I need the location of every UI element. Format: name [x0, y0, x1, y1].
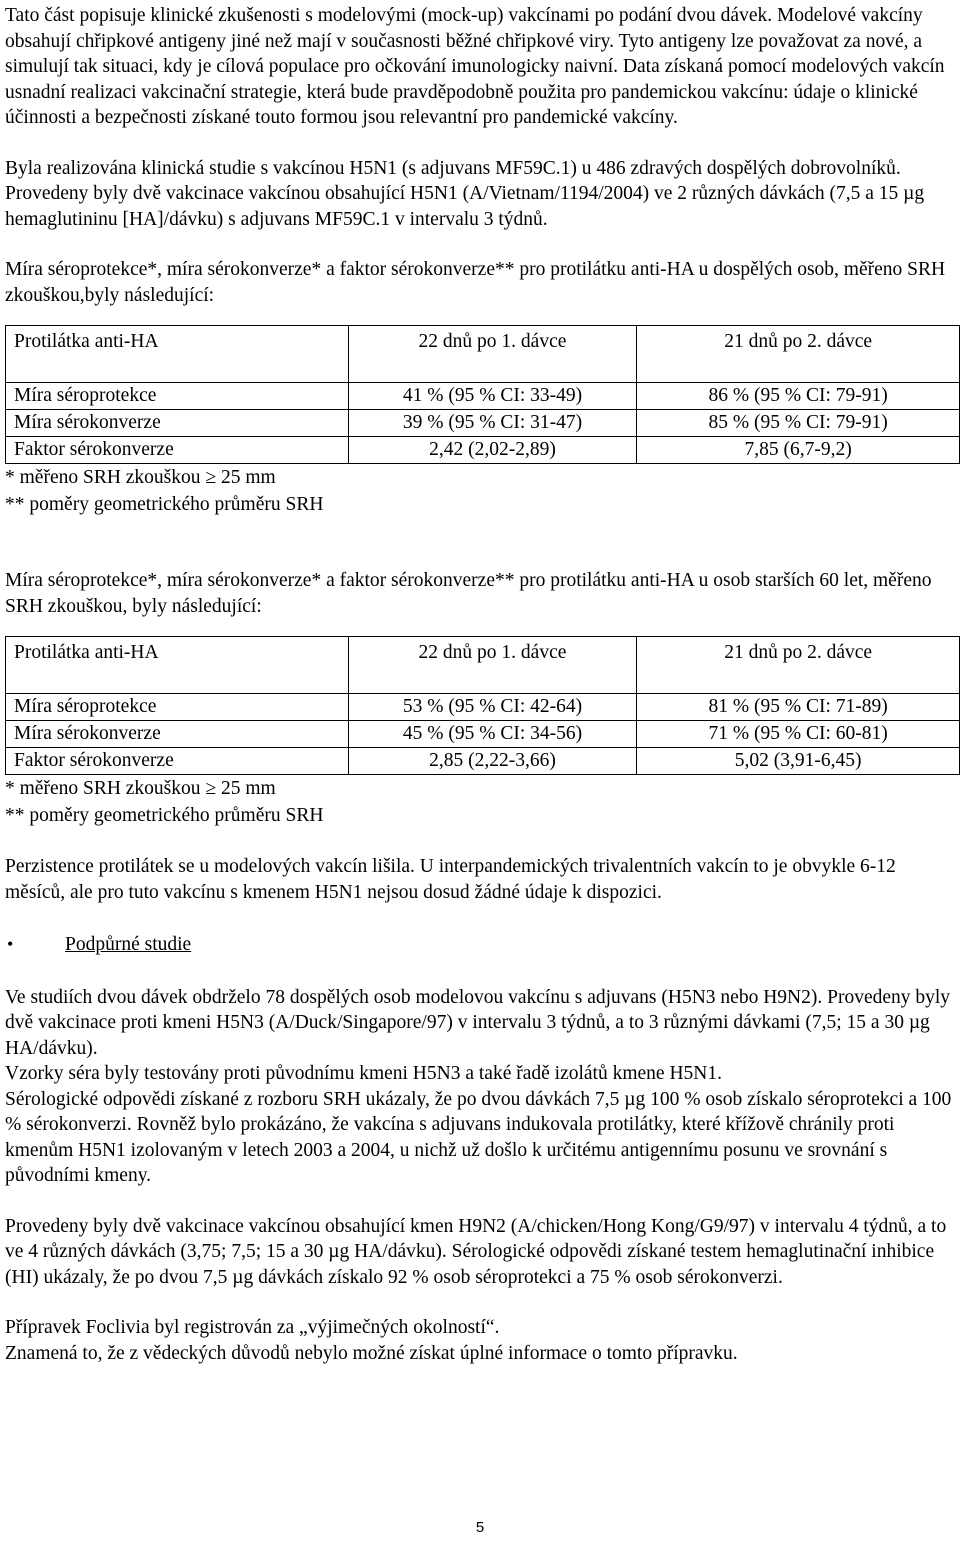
footnote-gmr: ** poměry geometrického průměru SRH: [5, 805, 324, 826]
bullet-icon: •: [7, 934, 14, 954]
table-cell: 71 % (95 % CI: 60-81): [637, 721, 960, 748]
table-row: [6, 383, 960, 410]
table-cell: 2,42 (2,02-2,89): [348, 437, 637, 464]
elderly-results-heading: Míra séroprotekce*, míra sérokonverze* a faktor sérokonverze** pro protilátku anti-HA u osob starších 60 let, měřeno SRH zkouškou, byly následující:: [5, 570, 932, 617]
supporting-studies-heading: [5, 932, 955, 958]
header-cell: 22 dnů po 1. dávce: [348, 637, 637, 694]
table-cell: 41 % (95 % CI: 33-49): [348, 383, 637, 410]
table-cell: 45 % (95 % CI: 34-56): [348, 721, 637, 748]
closing-line-2: Znamená to, že z vědeckých důvodů nebylo možné získat úplné informace o tomto přípravku.: [5, 1342, 738, 1364]
study-paragraph: Byla realizována klinická studie s vakcínou H5N1 (s adjuvans MF59C.1) u 486 zdravých dospělých dobrovolníků. Provedeny byly dvě vakcinace vakcínou obsahující H5N1 (A/Vietnam/1194/2004) ve 2 různých dávkách (7,5 a 15 µg hemaglutininu [HA]/dávku) s adjuvans MF59C.1 v intervalu 3 týdnů.: [5, 157, 925, 230]
document-page: [5, 3, 955, 1366]
table-cell: Míra séroprotekce: [6, 694, 349, 721]
intro-paragraph: Tato část popisuje klinické zkušenosti s modelovými (mock-up) vakcínami po podání dvou dávek. Modelové vakcíny obsahují chřipkové antigeny jiné než mají v současnosti běžné chřipkové viry. Tyto antigeny lze považovat za nové, a simulují tak situaci, kdy je cílová populace pro očkování imunologicky naivní. Data získaná pomocí modelových vakcín usnadní realizaci vakcinační strategie, která bude pravděpodobně použita pro pandemickou vakcínu: údaje o klinické účinnosti a bezpečnosti získané touto formou jsou relevantní pro pandemické vakcíny.: [5, 5, 945, 128]
h5n3-paragraph: Ve studiích dvou dávek obdrželo 78 dospělých osob modelovou vakcínu s adjuvans (H5N3 nebo H9N2). Provedeny byly dvě vakcinace proti kmeni H5N3 (A/Duck/Singapore/97) v intervalu 3 týdnů, a to 3 různými dávkami (7,5; 15 a 30 µg HA/dávku).: [5, 986, 951, 1059]
table-cell: 86 % (95 % CI: 79-91): [637, 383, 960, 410]
h5n3-results-paragraph: Sérologické odpovědi získané z rozboru SRH ukázaly, že po dvou dávkách 7,5 µg 100 % osob získalo séroprotekci a 100 % sérokonverzi. Rovněž bylo prokázáno, že vakcína s adjuvans indukovala protilátky, které křížově chránily proti kmenům H5N1 izolovaným v letech 2003 a 2004, u nichž už došlo k určitému antigennímu posunu ve srovnání s původními kmeny.: [5, 1088, 952, 1186]
adults-results-heading: Míra séroprotekce*, míra sérokonverze* a faktor sérokonverze** pro protilátku anti-HA u dospělých osob, měřeno SRH zkouškou,byly následující:: [5, 259, 946, 306]
table-cell: Míra sérokonverze: [6, 410, 349, 437]
section-title: Podpůrné studie: [65, 934, 192, 955]
table-cell: 2,85 (2,22-3,66): [348, 748, 637, 775]
table-cell: 39 % (95 % CI: 31-47): [348, 410, 637, 437]
footnote-srh: * měřeno SRH zkouškou ≥ 25 mm: [5, 467, 276, 488]
page-number: 5: [475, 1519, 485, 1536]
persistence-paragraph: Perzistence protilátek se u modelových vakcín lišila. U interpandemických trivalentních vakcín to je obvykle 6-12 měsíců, ale pro tuto vakcínu s kmenem H5N1 nejsou dosud žádné údaje k dispozici.: [5, 856, 896, 903]
table-row: [6, 721, 960, 748]
footnote-srh: * měřeno SRH zkouškou ≥ 25 mm: [5, 778, 276, 799]
header-cell: 22 dnů po 1. dávce: [348, 326, 637, 383]
table-header-row: [6, 637, 960, 694]
table-cell: Míra sérokonverze: [6, 721, 349, 748]
h9n2-paragraph: Provedeny byly dvě vakcinace vakcínou obsahující kmen H9N2 (A/chicken/Hong Kong/G9/97) v intervalu 4 týdnů, a to ve 4 různých dávkách (3,75; 7,5; 15 a 30 µg HA/dávku). Sérologické odpovědi získané testem hemaglutinační inhibice (HI) ukázaly, že po dvou 7,5 µg dávkách získalo 92 % osob séroprotekci a 75 % osob sérokonverzi.: [5, 1215, 947, 1288]
closing-line-1: Přípravek Foclivia byl registrován za „výjimečných okolností“.: [5, 1317, 500, 1338]
header-cell: Protilátka anti-HA: [6, 637, 349, 694]
table-row: [6, 437, 960, 464]
elderly-results-table: [5, 636, 960, 775]
adults-results-table: [5, 325, 960, 464]
footnote-gmr: ** poměry geometrického průměru SRH: [5, 494, 324, 515]
h5n3-sera-line: Vzorky séra byly testovány proti původnímu kmeni H5N3 a také řadě izolátů kmene H5N1.: [5, 1063, 722, 1084]
table-row: [6, 694, 960, 721]
table-cell: Faktor sérokonverze: [6, 748, 349, 775]
table-row: [6, 410, 960, 437]
header-cell: Protilátka anti-HA: [6, 326, 349, 383]
table-cell: 81 % (95 % CI: 71-89): [637, 694, 960, 721]
header-cell: 21 dnů po 2. dávce: [637, 326, 960, 383]
header-cell: 21 dnů po 2. dávce: [637, 637, 960, 694]
table-row: [6, 748, 960, 775]
table-cell: Faktor sérokonverze: [6, 437, 349, 464]
table-cell: 7,85 (6,7-9,2): [637, 437, 960, 464]
table-cell: 53 % (95 % CI: 42-64): [348, 694, 637, 721]
table-cell: 85 % (95 % CI: 79-91): [637, 410, 960, 437]
table-cell: 5,02 (3,91-6,45): [637, 748, 960, 775]
table-cell: Míra séroprotekce: [6, 383, 349, 410]
table-header-row: [6, 326, 960, 383]
